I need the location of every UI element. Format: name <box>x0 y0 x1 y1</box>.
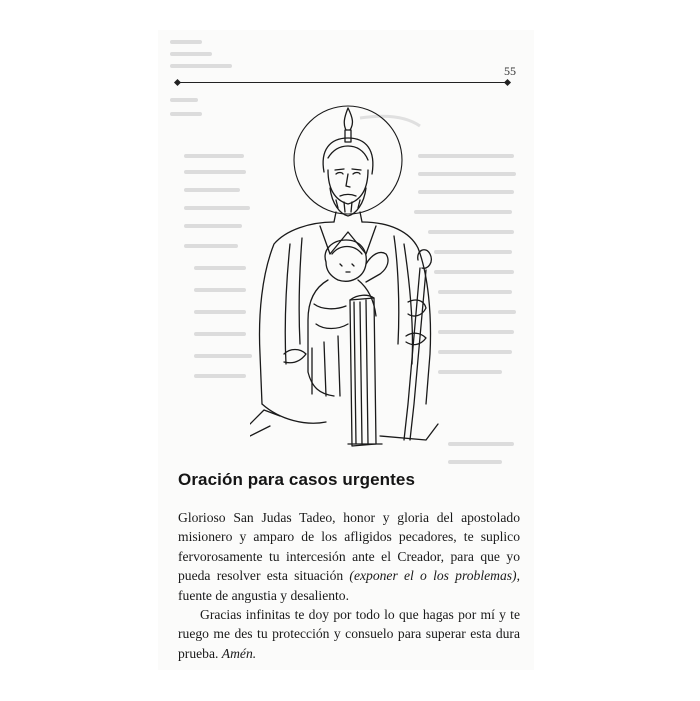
prayer-text-span: Gracias infinitas te doy por todo lo que hagas por mí y te ruego me des tu protección y consuelo para superar esta dura prueba. <box>178 607 520 661</box>
prayer-title: Oración para casos urgentes <box>178 470 416 489</box>
instruction-note: (exponer el o los problemas) <box>349 568 517 584</box>
saint-judas-tadeo-with-child-icon <box>250 104 450 449</box>
prayer-text-span: Glorioso San Judas Tadeo, honor y gloria del apostolado misionero y amparo de los afligidos pecadores, te suplico fervorosamente tu intercesión ante el Creador, para que yo pueda resolver esta situación <box>178 510 520 584</box>
prayer-paragraph <box>178 605 520 663</box>
prayer-text-span: , fuente de angustia y desaliento. <box>178 568 520 603</box>
prayer-text <box>178 508 520 663</box>
header-rule <box>178 82 508 83</box>
page-number: 55 <box>504 64 516 78</box>
prayer-paragraph <box>178 508 520 605</box>
amen-word: Amén. <box>221 645 257 661</box>
